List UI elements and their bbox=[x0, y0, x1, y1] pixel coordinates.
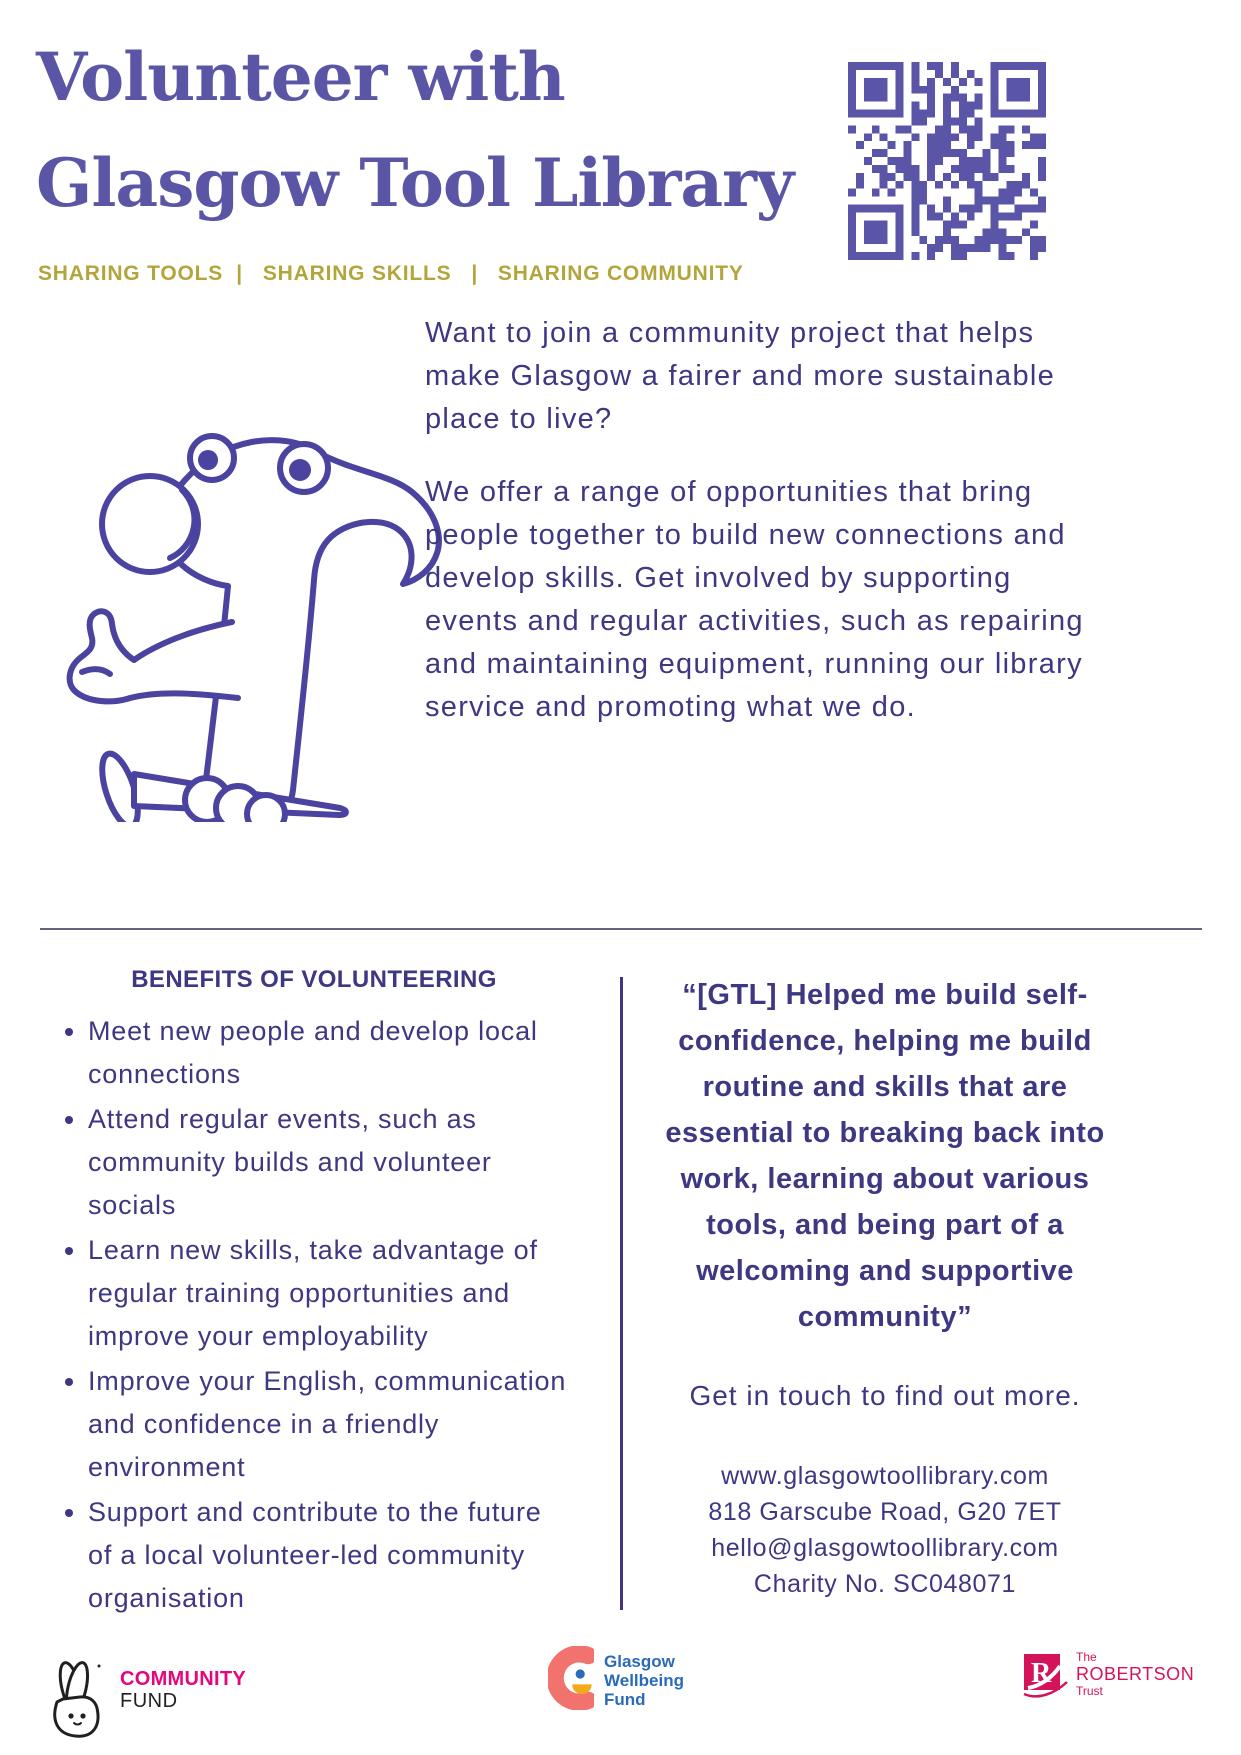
horizontal-divider bbox=[40, 928, 1202, 930]
community-fund-line1: COMMUNITY bbox=[120, 1668, 247, 1690]
qr-code-icon bbox=[848, 62, 1046, 260]
robertson-line3: Trust bbox=[1076, 1684, 1103, 1698]
smiling-g-mark-icon bbox=[548, 1646, 594, 1710]
contact-block bbox=[645, 1458, 1125, 1602]
community-fund-line2: FUND bbox=[120, 1690, 178, 1712]
wellbeing-line1: Glasgow bbox=[604, 1652, 675, 1671]
svg-text:R: R bbox=[1031, 1658, 1052, 1689]
benefit-item: • Improve your English, communication and confidence in a friendly environment bbox=[88, 1360, 570, 1489]
intro-paragraph-2: We offer a range of opportunities that bring people together to build new connections and develop skills. Get involved by supporting events and regular activities, such as repairing and maintaining equipment, running our library service and promoting what we do. bbox=[425, 476, 1084, 723]
community-fund-logo bbox=[40, 1660, 246, 1740]
email-link[interactable]: hello@glasgowtoollibrary.com bbox=[711, 1534, 1059, 1562]
benefits-heading: BENEFITS OF VOLUNTEERING bbox=[131, 966, 497, 993]
page-title-line1: Volunteer with bbox=[36, 38, 565, 116]
benefits-list bbox=[64, 1010, 570, 1620]
robertson-trust-logo bbox=[1022, 1648, 1194, 1704]
intro-text bbox=[425, 312, 1087, 759]
robertson-line1: The bbox=[1076, 1650, 1097, 1664]
get-in-touch-text: Get in touch to find out more. bbox=[689, 1380, 1081, 1411]
vertical-divider bbox=[620, 977, 623, 1610]
benefits-section bbox=[58, 966, 570, 1622]
benefit-item: • Learn new skills, take advantage of regular training opportunities and improve your employability bbox=[88, 1229, 570, 1358]
intro-paragraph-1: Want to join a community project that helps make Glasgow a fairer and more sustainable place to live? bbox=[425, 317, 1056, 435]
benefit-item: • Meet new people and develop local connections bbox=[88, 1010, 570, 1096]
page-title bbox=[36, 24, 866, 236]
crossed-fingers-hand-icon bbox=[40, 1660, 112, 1740]
testimonial-quote: “[GTL] Helped me build self-confidence, helping me build routine and skills that are essential to breaking back into work, learning about various tools, and being part of a welcoming and supportive community” bbox=[665, 979, 1105, 1333]
wellbeing-line3: Fund bbox=[604, 1690, 646, 1709]
quote-section bbox=[645, 972, 1125, 1602]
r-square-swoosh-icon bbox=[1022, 1648, 1068, 1704]
charity-number: Charity No. SC048071 bbox=[753, 1570, 1017, 1598]
benefit-item: • Attend regular events, such as community builds and volunteer socials bbox=[88, 1098, 570, 1227]
address-text: 818 Garscube Road, G20 7ET bbox=[708, 1498, 1062, 1526]
hammer-mascot-icon bbox=[42, 372, 442, 822]
website-link[interactable]: www.glasgowtoollibrary.com bbox=[721, 1462, 1049, 1490]
wellbeing-line2: Wellbeing bbox=[604, 1671, 684, 1690]
page-title-line2: Glasgow Tool Library bbox=[36, 144, 794, 222]
tagline: SHARING TOOLS | SHARING SKILLS | SHARING COMMUNITY bbox=[38, 262, 744, 285]
robertson-line2: ROBERTSON bbox=[1076, 1664, 1195, 1684]
benefit-item: • Support and contribute to the future of a local volunteer-led community organisation bbox=[88, 1491, 570, 1620]
glasgow-wellbeing-fund-logo bbox=[548, 1646, 684, 1710]
